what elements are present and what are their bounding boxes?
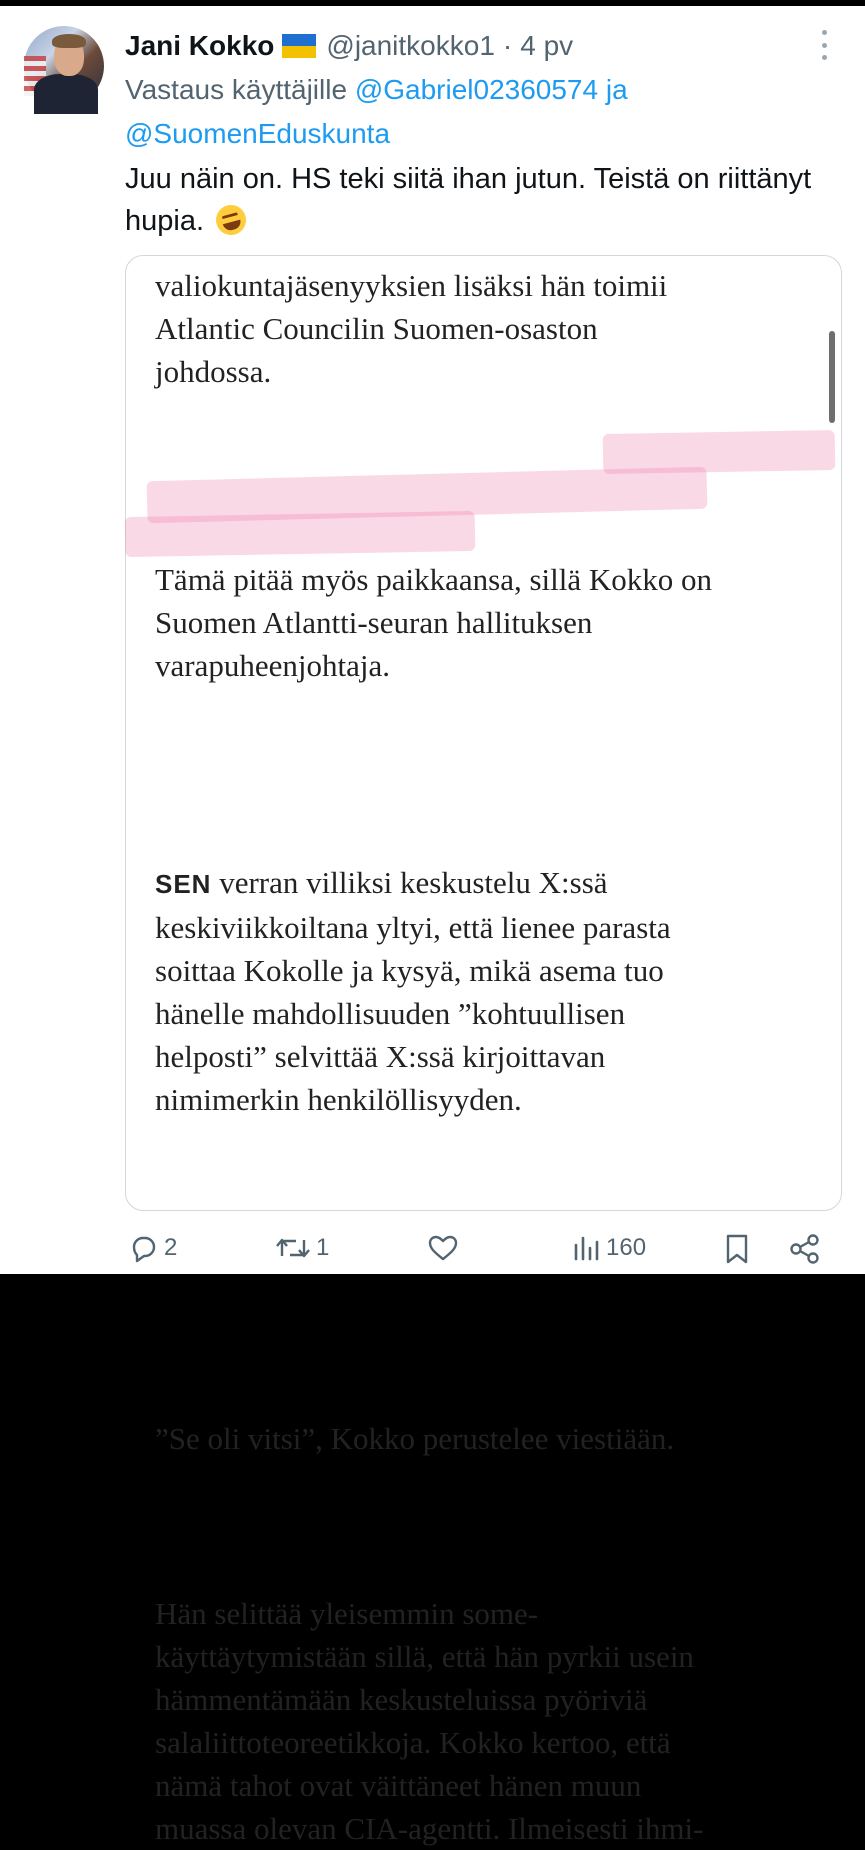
tweet-time[interactable]: 4 pv <box>520 30 574 61</box>
ukraine-flag-icon <box>282 34 316 58</box>
article-paragraph: Hän selittää yleisemmin some- käyttäytymistään sillä, että hän pyrkii usein hämmentämään keskusteluissa pyöriviä salaliittoteoreetikkoja. Kokko kertoo, että nämä tahot ovat väittäneet hänen muun muassa olevan CIA-agentti. Ilmeisesti ihmi- <box>155 1596 704 1846</box>
mention-link[interactable]: @SuomenEduskunta <box>125 118 391 149</box>
views-chart-icon <box>572 1232 602 1264</box>
tweet-text <box>125 158 825 242</box>
heart-icon <box>426 1232 460 1264</box>
rolling-laughing-emoji-icon <box>213 202 250 239</box>
bottom-border <box>0 1274 865 1280</box>
like-button[interactable] <box>426 1232 460 1264</box>
share-button[interactable] <box>788 1232 822 1266</box>
lead-word: SEN <box>155 869 212 899</box>
views-count: 160 <box>606 1234 647 1261</box>
bookmark-button[interactable] <box>722 1232 752 1266</box>
reply-joiner: ja <box>605 74 628 105</box>
reply-count: 2 <box>164 1234 178 1261</box>
views-button[interactable] <box>572 1232 646 1264</box>
more-options-icon[interactable] <box>812 30 836 60</box>
article-paragraph-highlighted: Tämä pitää myös paikkaansa, sillä Kokko on Suomen Atlantti-seuran hallituksen varapuheenjohtaja. <box>155 562 713 683</box>
tweet-header <box>125 28 573 64</box>
author-name[interactable]: Jani Kokko <box>125 30 275 61</box>
reply-icon <box>128 1232 160 1264</box>
mention-link[interactable]: @Gabriel02360574 <box>354 74 599 105</box>
tweet-body: Juu näin on. HS teki siitä ihan jutun. Teistä on riittänyt hupia. <box>125 163 812 237</box>
reply-context <box>125 68 845 156</box>
reply-prefix: Vastaus käyttäjille <box>125 74 348 105</box>
article-quote: ”Se oli vitsi”, Kokko perustelee viestiään. <box>155 1421 675 1456</box>
share-icon <box>788 1232 822 1266</box>
tweet-frame <box>0 6 865 1846</box>
highlight-mark <box>125 511 476 557</box>
reply-button[interactable] <box>128 1232 177 1264</box>
repost-button[interactable] <box>274 1232 329 1264</box>
avatar[interactable] <box>24 26 104 106</box>
author-handle[interactable]: @janitkokko1 <box>326 30 495 61</box>
article-paragraph: valiokuntajäsenyyksien lisäksi hän toimii Atlantic Councilin Suomen-osaston johdossa. <box>155 268 668 389</box>
repost-icon <box>274 1232 312 1264</box>
highlight-mark <box>603 430 836 474</box>
tweet-actions <box>0 1228 865 1274</box>
scrollbar[interactable] <box>829 331 835 423</box>
repost-count: 1 <box>316 1234 330 1261</box>
separator-dot: · <box>502 30 513 61</box>
article-paragraph: SEN verran villiksi keskustelu X:ssä keskiviikkoiltana yltyi, että lienee parasta soittaa Kokolle ja kysyä, mikä asema tuo hänelle mahdollisuuden ”kohtuullisen helposti” selvittää X:ssä kirjoittavan nimimerkin henkilöllisyyden. <box>155 865 671 1117</box>
bookmark-icon <box>722 1232 752 1266</box>
